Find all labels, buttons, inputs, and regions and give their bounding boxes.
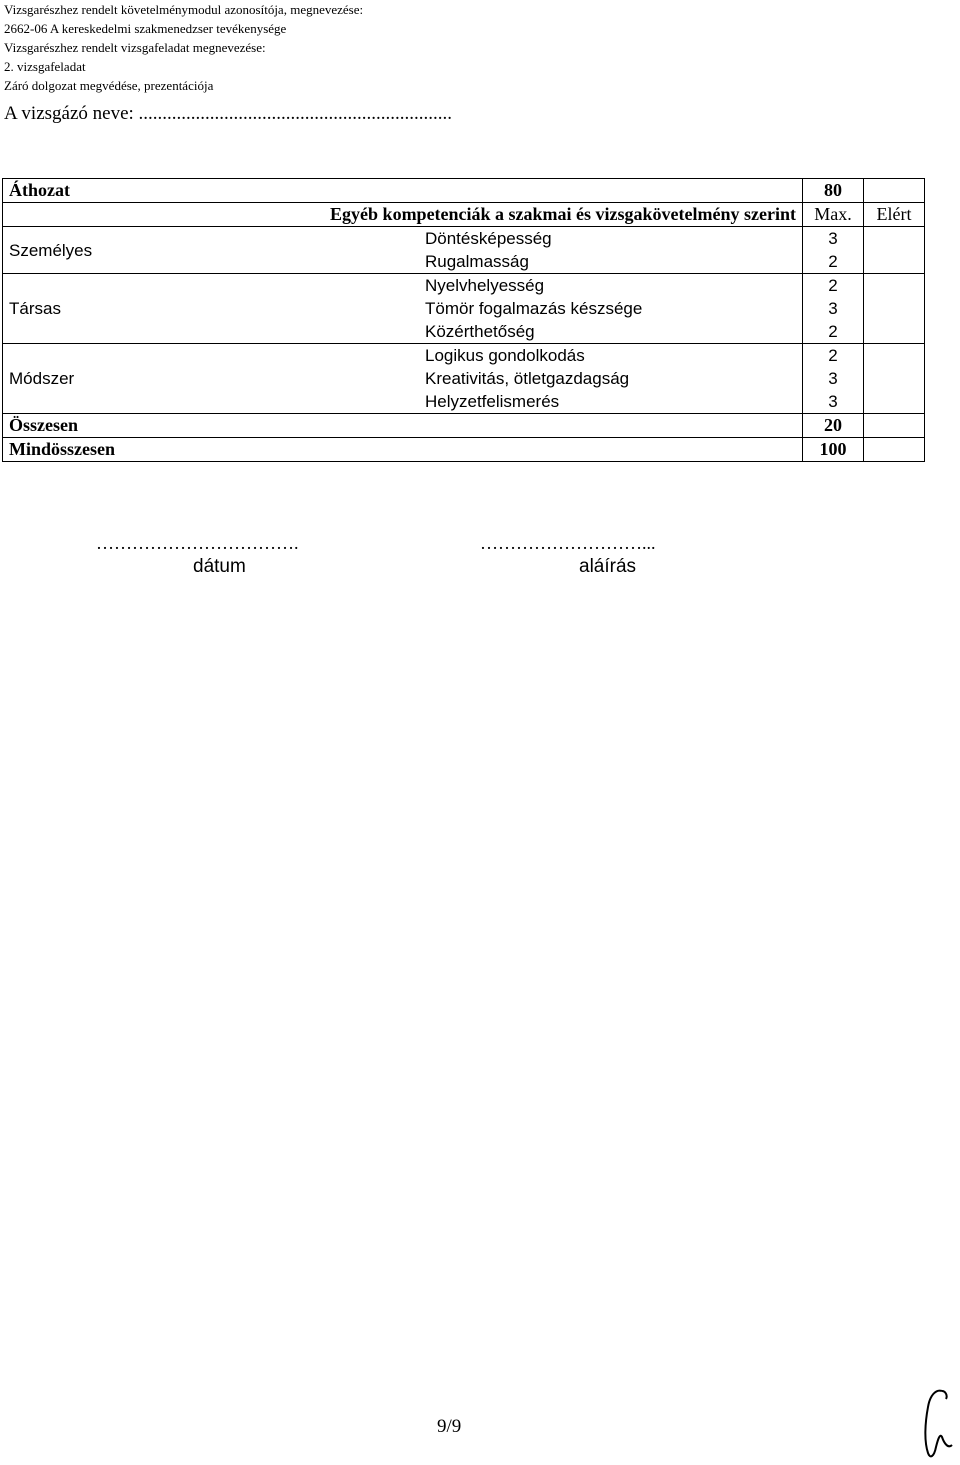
criterion-max: 3: [803, 227, 864, 251]
table-row: [3, 344, 925, 368]
criterion-label: Rugalmasság: [425, 252, 529, 271]
criterion-label: Helyzetfelismerés: [425, 392, 560, 411]
criterion-max: 3: [803, 367, 864, 390]
osszesen-label: Összesen: [3, 414, 420, 438]
athozat-label: Áthozat: [3, 179, 420, 203]
criterion-label: Közérthetőség: [425, 322, 535, 341]
criterion-label: Kreativitás, ötletgazdagság: [425, 369, 630, 388]
criterion-label: Nyelvhelyesség: [419, 274, 803, 298]
candidate-name-field: A vizsgázó neve: ..................................................................: [4, 103, 453, 124]
header-line-2: 2662-06 A kereskedelmi szakmenedzser tevékenysége: [4, 21, 287, 36]
header-line-1: Vizsgarészhez rendelt követelménymodul azonosítója, megnevezése:: [4, 2, 364, 17]
section-title: Egyéb kompetenciák a szakmai és vizsgakövetelmény szerint: [3, 203, 803, 227]
date-line: …………………………….: [96, 533, 299, 553]
mindosszesen-label: Mindösszesen: [3, 438, 420, 462]
criterion-score: [864, 227, 925, 251]
athozat-value: 80: [803, 179, 864, 203]
criterion-score: [864, 344, 925, 368]
osszesen-row: [3, 414, 925, 438]
criterion-max: 2: [803, 250, 864, 274]
header-line-4: 2. vizsgafeladat: [4, 59, 86, 74]
criterion-score: [864, 320, 925, 344]
criterion-max: 3: [803, 297, 864, 320]
date-label: dátum: [193, 556, 246, 577]
mindosszesen-row: [3, 438, 925, 462]
criterion-score: [864, 390, 925, 414]
criterion-max: 2: [803, 344, 864, 368]
column-max: Max.: [803, 203, 864, 227]
mindosszesen-value: 100: [803, 438, 864, 462]
section-header-row: [3, 203, 925, 227]
signature-line: ………………………...: [480, 533, 656, 553]
criterion-max: 3: [803, 390, 864, 414]
signature-label: aláírás: [579, 556, 637, 577]
column-elert: Elért: [864, 203, 925, 227]
osszesen-value: 20: [803, 414, 864, 438]
criterion-label: Tömör fogalmazás készsége: [425, 299, 643, 318]
group-label-tarsas: Társas: [3, 274, 420, 344]
handwritten-initial: [918, 1385, 958, 1465]
assessment-table: [2, 178, 925, 462]
criterion-score: [864, 274, 925, 298]
header-line-3: Vizsgarészhez rendelt vizsgafeladat megnevezése:: [4, 40, 266, 55]
table-row: [3, 274, 925, 298]
criterion-label: Döntésképesség: [419, 227, 803, 251]
criterion-max: 2: [803, 274, 864, 298]
criterion-max: 2: [803, 320, 864, 344]
table-row: [3, 227, 925, 251]
header-line-5: Záró dolgozat megvédése, prezentációja: [4, 78, 214, 93]
group-label-szemelyes: Személyes: [3, 227, 420, 274]
athozat-row: [3, 179, 925, 203]
criterion-label: Logikus gondolkodás: [419, 344, 803, 368]
criterion-score: [864, 367, 925, 390]
criterion-score: [864, 250, 925, 274]
criterion-score: [864, 297, 925, 320]
page-number: 9/9: [437, 1416, 462, 1437]
group-label-modszer: Módszer: [3, 344, 420, 414]
document-header: [4, 0, 363, 95]
